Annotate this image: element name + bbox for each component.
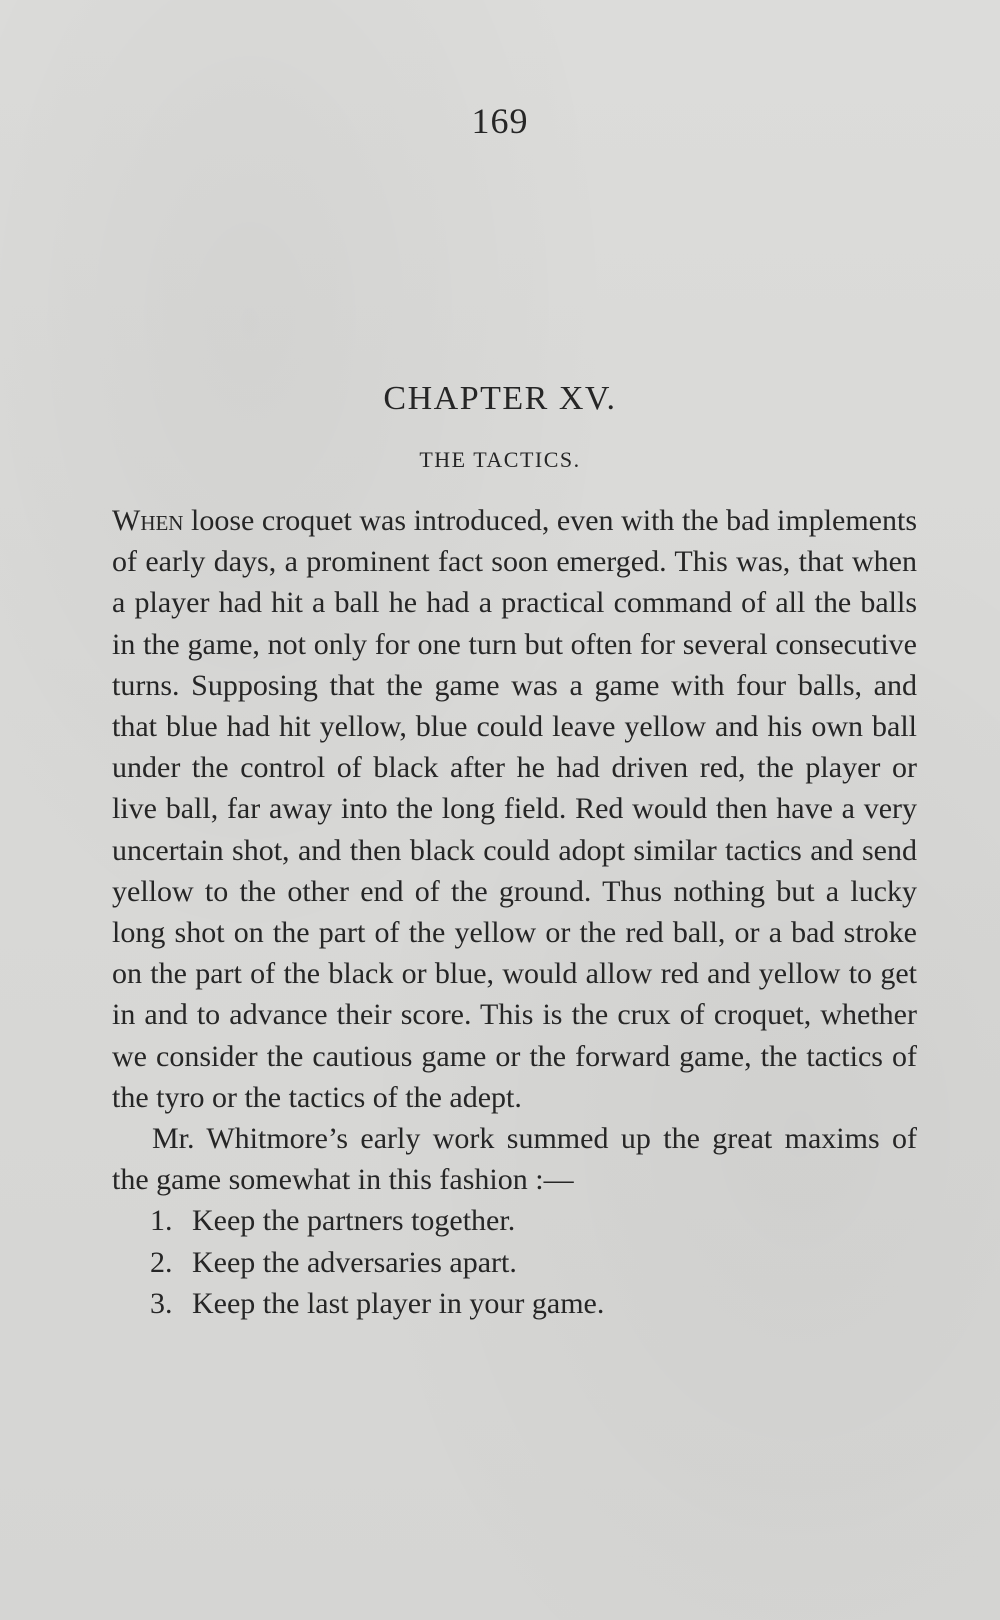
chapter-subtitle: THE TACTICS. — [419, 447, 581, 472]
maxim-item — [112, 1200, 917, 1241]
maxim-text: Keep the last player in your game. — [192, 1286, 605, 1320]
maxim-text: Keep the adversaries apart. — [192, 1245, 517, 1279]
maxims-list — [112, 1200, 917, 1324]
maxim-item — [112, 1283, 917, 1324]
maxim-number: 2. — [150, 1245, 173, 1279]
maxim-number: 3. — [150, 1286, 173, 1320]
body-text — [112, 500, 917, 1324]
maxim-number: 1. — [150, 1204, 173, 1238]
maxim-text: Keep the partners together. — [192, 1204, 516, 1238]
chapter-title: CHAPTER XV. — [383, 380, 617, 417]
paragraph-1-text: loose croquet was introduced, even with the bad implements of early days, a prominent fact soon emerged. This was, that when a player had hit a ball he had a practical command of all the balls in the game, not only for one turn but often for several consecutive turns. Supposing that the game was a game with four balls, and that blue had hit yellow, blue could leave yellow and his own ball under the control of black after he had driven red, the player or live ball, far away into the long field. Red would then have a very uncertain shot, and then black could adopt similar tactics and send yellow to the other end of the ground. Thus nothing but a lucky long shot on the part of the yellow or the red ball, or a bad stroke on the part of the black or blue, would allow red and yellow to get in and to advance their score. This is the crux of croquet, whether we consider the cautious game or the forward game, the tactics of the tyro or the tactics of the adept. — [112, 504, 917, 1114]
paragraph-2: Mr. Whitmore’s early work summed up the great maxims of the game somewhat in this fashion :— — [112, 1122, 917, 1197]
paragraph-1-lead: When — [112, 504, 184, 537]
page-number: 169 — [471, 101, 529, 141]
maxim-item — [112, 1242, 917, 1283]
paragraph-1 — [112, 500, 917, 1118]
